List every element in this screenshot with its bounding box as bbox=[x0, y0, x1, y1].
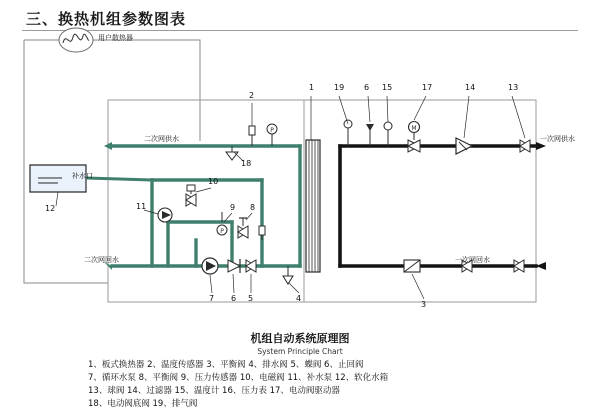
label-radiator: 用户散热器 bbox=[98, 34, 133, 42]
plate-heat-exchanger bbox=[306, 140, 320, 272]
label-secondary-return: 二次网回水 bbox=[84, 256, 119, 264]
callout-12: 12 bbox=[45, 204, 56, 213]
caption-chinese: 机组自动系统原理图 bbox=[250, 332, 350, 345]
svg-text:P: P bbox=[220, 228, 224, 235]
balance-valve-3 bbox=[404, 260, 420, 272]
ball-valve-primary-return-2 bbox=[514, 260, 524, 272]
legend-line-2: 7、循环水泵 8、平衡阀 9、压力传感器 10、电磁阀 11、补水泵 12、软化水箱 bbox=[88, 373, 389, 383]
label-makeup-port: 补水口 bbox=[72, 172, 93, 180]
solenoid-valve-10 bbox=[186, 185, 196, 206]
svg-text:M: M bbox=[411, 125, 417, 132]
makeup-pump-11 bbox=[158, 208, 172, 222]
check-valve-primary-6 bbox=[366, 124, 374, 146]
callout-2: 2 bbox=[249, 91, 255, 100]
legend-line-1: 1、板式换热器 2、温度传感器 3、平衡阀 4、排水阀 5、蝶阀 6、止回阀 bbox=[88, 360, 364, 370]
callout-17: 17 bbox=[422, 83, 433, 92]
temperature-sensor-secondary-return bbox=[259, 226, 265, 240]
electric-valve-actuator-17 bbox=[408, 122, 420, 153]
callout-1: 1 bbox=[309, 83, 315, 92]
callout-13: 13 bbox=[508, 83, 519, 92]
drain-valve-4 bbox=[283, 266, 293, 284]
electric-bottom-valve-18 bbox=[226, 146, 238, 160]
temperature-sensor-secondary-supply bbox=[249, 126, 255, 146]
radiator-symbol bbox=[59, 28, 93, 52]
callout-5: 5 bbox=[248, 294, 254, 303]
label-primary-return: 一次网回水 bbox=[455, 256, 490, 264]
callout-7: 7 bbox=[209, 294, 215, 303]
label-primary-supply: 一次网供水 bbox=[540, 135, 575, 143]
ball-valve-13 bbox=[520, 140, 530, 152]
callout-4: 4 bbox=[296, 294, 302, 303]
legend-list bbox=[88, 359, 518, 411]
pressure-gauge-secondary-supply bbox=[267, 124, 277, 146]
balance-valve-8 bbox=[238, 218, 248, 238]
circulation-pump-7 bbox=[202, 258, 218, 274]
callout-19: 19 bbox=[334, 83, 345, 92]
label-secondary-supply: 二次网供水 bbox=[144, 135, 179, 143]
callout-8: 8 bbox=[250, 203, 256, 212]
legend-line-4: 18、电动阀底阀 19、排气阀 bbox=[88, 399, 198, 409]
caption-english: System Principle Chart bbox=[257, 347, 343, 356]
callout-11: 11 bbox=[136, 202, 147, 211]
butterfly-valve-5 bbox=[246, 260, 256, 272]
thermometer-15 bbox=[384, 122, 392, 146]
callout-18: 18 bbox=[241, 159, 252, 168]
callout-14: 14 bbox=[465, 83, 476, 92]
check-valve-6 bbox=[228, 259, 240, 273]
svg-text:P: P bbox=[270, 127, 274, 134]
page-title: 三、换热机组参数图表 bbox=[26, 10, 187, 28]
callout-9: 9 bbox=[230, 203, 236, 212]
callout-6: 6 bbox=[231, 294, 237, 303]
filter-14 bbox=[456, 138, 472, 154]
callout-15: 15 bbox=[382, 83, 393, 92]
callout-6-primary: 6 bbox=[364, 83, 370, 92]
legend-line-3: 13、球阀 14、过滤器 15、温度计 16、压力表 17、电动阀驱动器 bbox=[88, 386, 340, 396]
callout-3: 3 bbox=[421, 300, 427, 309]
callout-10: 10 bbox=[208, 177, 219, 186]
